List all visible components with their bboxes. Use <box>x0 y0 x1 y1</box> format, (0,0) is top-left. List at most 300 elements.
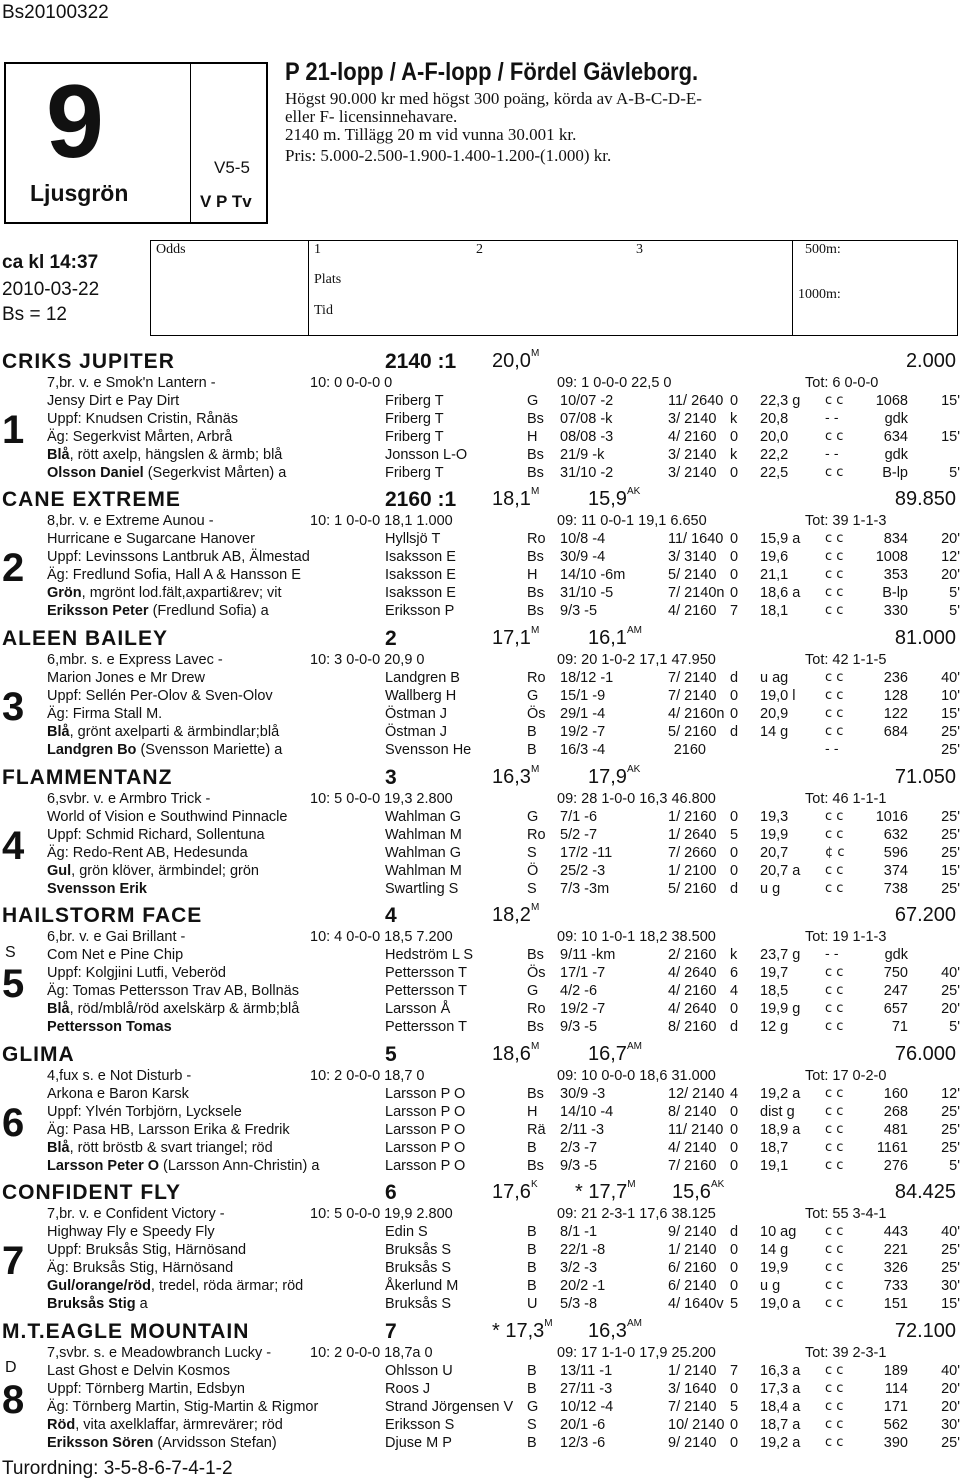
colors <box>47 862 259 880</box>
start-prize: 5' <box>949 465 960 481</box>
start-gallop: 0 <box>730 845 739 861</box>
start-odds: 481 <box>883 1122 908 1138</box>
start-prize: 15' <box>941 863 960 879</box>
dam-line: Marion Jones e Mr Drew <box>47 670 205 686</box>
start-track: B <box>527 1260 537 1276</box>
plats-label: Plats <box>314 272 342 287</box>
start-placing: 7/ 2140 <box>668 1399 717 1415</box>
colors <box>47 1277 303 1295</box>
driver-name: Eriksson Peter <box>47 603 149 619</box>
start-track: Ro <box>527 827 546 843</box>
colors <box>47 584 282 602</box>
start-odds: 171 <box>883 1399 908 1415</box>
start-gallop: k <box>730 447 738 463</box>
start-odds: 733 <box>883 1278 908 1294</box>
horse-earnings: 84.425 <box>894 1181 956 1203</box>
horse-distance: 2160 :1 <box>385 488 457 511</box>
record-time: 18,6 <box>492 1043 531 1065</box>
start-placing: 10/ 2140 <box>668 1417 725 1433</box>
start-odds: gdk <box>884 411 908 427</box>
start-prize: 30' <box>941 1278 960 1294</box>
start-time: 19,2 a <box>760 1086 801 1102</box>
start-date: 10/8 -4 <box>560 531 606 547</box>
start-prize: 25' <box>941 809 960 825</box>
driver <box>47 464 286 482</box>
start-time: 18,5 <box>760 983 789 999</box>
start-shoes: c c <box>825 983 844 998</box>
stats-current-year: 10: 5 0-0-0 19,3 2.800 <box>310 791 453 807</box>
colors-detail: , röd/mblå/röd axelskärp & ärmb;blå <box>69 1001 300 1017</box>
start-odds: 684 <box>883 724 908 740</box>
stats-previous-year: 09: 10 1-0-1 18,2 38.500 <box>557 929 716 945</box>
start-odds: B-lp <box>882 465 908 481</box>
grid-divider <box>308 240 309 336</box>
start-shoes: c c <box>825 531 844 546</box>
odds-label: Odds <box>156 242 186 257</box>
start-placing: 4/ 2160 <box>668 429 717 445</box>
start-date: 18/12 -1 <box>560 670 614 686</box>
start-placing: 1/ 2160 <box>668 809 717 825</box>
start-gallop: 5 <box>730 1399 739 1415</box>
horse-pedigree: 7,br. v. e Smok'n Lantern - <box>47 375 216 391</box>
start-date: 9/3 -5 <box>560 1019 598 1035</box>
race-condition-line: Högst 90.000 kr med högst 300 poäng, körda av A-B-C-D-E- <box>285 89 702 108</box>
start-time: 10 ag <box>760 1224 797 1240</box>
start-prize: 15' <box>941 1296 960 1312</box>
stats-previous-year: 09: 1 0-0-0 22,5 0 <box>557 375 672 391</box>
start-placing: 3/ 2140 <box>668 465 717 481</box>
start-shoes: c c <box>825 429 844 444</box>
start-prize: 15' <box>941 393 960 409</box>
start-odds: 443 <box>883 1224 908 1240</box>
start-date: 9/3 -5 <box>560 1158 598 1174</box>
start-track: Ro <box>527 670 546 686</box>
stats-total: Tot: 46 1-1-1 <box>805 791 887 807</box>
start-prize: 25' <box>941 983 960 999</box>
start-date: 2/3 -7 <box>560 1140 598 1156</box>
split-500-label: 500m: <box>805 242 841 257</box>
stats-previous-year: 09: 21 2-3-1 17,6 38.125 <box>557 1206 716 1222</box>
start-date: 7/1 -6 <box>560 809 598 825</box>
start-placing: 2160 <box>673 742 706 758</box>
start-track: G <box>527 688 539 704</box>
start-prize: 40' <box>941 670 960 686</box>
start-date: 07/08 -k <box>560 411 613 427</box>
start-number: 4 <box>2 824 25 868</box>
horse-distance: 5 <box>385 1043 397 1066</box>
start-gallop: d <box>730 1224 739 1240</box>
driver-name: Olsson Daniel <box>47 465 144 481</box>
record-2 <box>588 488 640 511</box>
start-date: 3/2 -3 <box>560 1260 598 1276</box>
start-driver: Larsson P O <box>385 1086 466 1102</box>
start-shoes: c c <box>825 1019 844 1034</box>
driver-note: (Svensson Mariette) a <box>136 742 283 758</box>
start-time: 19,0 l <box>760 688 796 704</box>
colors-detail: , rött axelp, hängslen & ärmb; blå <box>69 447 283 463</box>
stats-total: Tot: 17 0-2-0 <box>805 1068 887 1084</box>
start-track: B <box>527 1140 537 1156</box>
start-odds: gdk <box>884 447 908 463</box>
start-odds: 353 <box>883 567 908 583</box>
start-prize: 5' <box>949 585 960 601</box>
start-driver: Djuse M P <box>385 1435 452 1451</box>
record-code: AK <box>626 764 641 775</box>
driver-note: (Fredlund Sofia) a <box>148 603 269 619</box>
colors-main: Grön <box>47 585 82 601</box>
start-placing: 11/ 2140 <box>668 1122 724 1138</box>
second-label: 2 <box>476 242 483 257</box>
start-time: 19,0 a <box>760 1296 801 1312</box>
start-placing: 5/ 2140 <box>668 567 717 583</box>
start-time: 19,1 <box>760 1158 789 1174</box>
start-placing: 5/ 2160 <box>668 881 717 897</box>
colors <box>47 1000 299 1018</box>
start-time: u g <box>760 881 781 897</box>
start-placing: 7/ 2160 <box>668 1158 717 1174</box>
start-shoes: c c <box>825 1122 844 1137</box>
start-driver: Friberg T <box>385 393 444 409</box>
start-track: Bs <box>527 447 544 463</box>
start-track: H <box>527 429 538 445</box>
start-placing: 4/ 2140 <box>668 1140 717 1156</box>
horse-pedigree: 7,br. v. e Confident Victory - <box>47 1206 225 1222</box>
start-odds: 247 <box>883 983 908 999</box>
start-time: 15,9 a <box>760 531 801 547</box>
start-track: G <box>527 393 539 409</box>
start-placing: 4/ 2160 <box>668 603 717 619</box>
colors <box>47 1139 273 1157</box>
start-driver: Östman J <box>385 724 448 740</box>
stats-current-year: 10: 0 0-0-0 0 <box>310 375 393 391</box>
colors-main: Blå <box>47 1140 70 1156</box>
driver <box>47 880 147 898</box>
start-gallop: 0 <box>730 393 739 409</box>
driver-name: Landgren Bo <box>47 742 137 758</box>
start-shoes: c c <box>825 724 844 739</box>
start-date: 21/9 -k <box>560 447 605 463</box>
stats-current-year: 10: 4 0-0-0 18,5 7.200 <box>310 929 453 945</box>
start-shoes: c c <box>825 1435 844 1450</box>
start-date: 14/10 -6m <box>560 567 626 583</box>
start-time: 19,9 <box>760 1260 789 1276</box>
start-driver: Wallberg H <box>385 688 457 704</box>
stats-current-year: 10: 5 0-0-0 19,9 2.800 <box>310 1206 453 1222</box>
breeder: Uppf: Sellén Per-Olov & Sven-Olov <box>47 688 273 704</box>
start-shoes: c c <box>825 549 844 564</box>
record-time: 16,3 <box>588 1320 627 1342</box>
start-driver: Pettersson T <box>385 1019 467 1035</box>
start-placing: 12/ 2140 <box>668 1086 725 1102</box>
start-shoes: c c <box>825 1158 844 1173</box>
start-driver: Strand Jörgensen V <box>385 1399 514 1415</box>
start-time: 19,2 a <box>760 1435 801 1451</box>
horse-earnings: 76.000 <box>894 1043 956 1065</box>
start-gallop: 0 <box>730 1001 739 1017</box>
start-track: G <box>527 1399 539 1415</box>
record-1 <box>492 904 539 927</box>
start-date: 13/11 -1 <box>560 1363 613 1379</box>
start-time: 23,7 g <box>760 947 801 963</box>
start-gallop: 0 <box>730 429 739 445</box>
record-code: M <box>530 1041 540 1052</box>
start-driver: Swartling S <box>385 881 459 897</box>
record-time: 16,3 <box>492 766 531 788</box>
start-driver: Hyllsjö T <box>385 531 441 547</box>
horse-earnings: 71.050 <box>894 766 956 788</box>
start-shoes: - - <box>825 447 839 462</box>
record-code: AM <box>626 625 642 636</box>
start-shoes: c c <box>825 393 844 408</box>
start-prize: 20' <box>941 1399 960 1415</box>
start-shoes: c c <box>825 1417 844 1432</box>
start-shoes: c c <box>825 465 844 480</box>
breeder: Uppf: Bruksås Stig, Härnösand <box>47 1242 247 1258</box>
start-time: 20,8 <box>760 411 789 427</box>
record-3 <box>672 1181 724 1204</box>
record-1 <box>492 1320 553 1343</box>
record-time: 17,1 <box>492 627 531 649</box>
record-code: M <box>530 348 540 359</box>
start-placing: 7/ 2140 <box>668 670 717 686</box>
start-driver: Larsson Å <box>385 1001 451 1017</box>
horse-name: M.T.EAGLE MOUNTAIN <box>2 1320 250 1343</box>
race-title: P 21-lopp / A-F-lopp / Fördel Gävleborg. <box>285 58 699 86</box>
driver <box>47 1157 319 1175</box>
start-shoes: c c <box>825 827 844 842</box>
record-1 <box>492 1181 538 1204</box>
start-odds: 128 <box>883 688 908 704</box>
start-track: S <box>527 1417 537 1433</box>
start-driver: Eriksson S <box>385 1417 455 1433</box>
start-placing: 3/ 2140 <box>668 411 717 427</box>
start-track: U <box>527 1296 538 1312</box>
race-date: 2010-03-22 <box>2 279 100 300</box>
record-2 <box>575 1181 636 1204</box>
start-track: Ro <box>527 1001 546 1017</box>
stats-total: Tot: 6 0-0-0 <box>805 375 879 391</box>
record-time: * 17,7 <box>575 1181 628 1203</box>
start-track: Ös <box>527 706 546 722</box>
start-time: 19,6 <box>760 549 789 565</box>
start-gallop: 0 <box>730 1435 739 1451</box>
horse-pedigree: 7,svbr. s. e Meadowbranch Lucky - <box>47 1345 272 1361</box>
start-prize: 12' <box>941 1086 960 1102</box>
start-prize: 25' <box>941 1260 960 1276</box>
record-2 <box>588 1320 642 1343</box>
start-odds: 236 <box>883 670 908 686</box>
record-code: AM <box>626 1041 642 1052</box>
start-gallop: 4 <box>730 983 739 999</box>
start-date: 10/12 -4 <box>560 1399 614 1415</box>
start-odds: 562 <box>883 1417 908 1433</box>
start-placing: 4/ 2160 <box>668 983 717 999</box>
start-gallop: d <box>730 724 739 740</box>
record-time: 15,9 <box>588 488 627 510</box>
horse-earnings: 67.200 <box>894 904 956 926</box>
start-prize: 10' <box>941 688 960 704</box>
horse-distance: 3 <box>385 766 397 789</box>
start-shoes: c c <box>825 1381 844 1396</box>
colors-main: Röd <box>47 1417 76 1433</box>
dam-line: Arkona e Baron Karsk <box>47 1086 189 1102</box>
start-driver: Isaksson E <box>385 567 456 583</box>
start-time: 21,1 <box>760 567 789 583</box>
record-code: AK <box>626 486 641 497</box>
start-gallop: 0 <box>730 1158 739 1174</box>
start-time: 20,9 <box>760 706 789 722</box>
driver-note: (Arvidsson Stefan) <box>153 1435 277 1451</box>
record-time: 16,1 <box>588 627 627 649</box>
start-date: 2/11 -3 <box>560 1122 605 1138</box>
start-number: 2 <box>2 546 25 590</box>
record-1 <box>492 766 539 789</box>
stats-current-year: 10: 1 0-0-0 18,1 1.000 <box>310 513 453 529</box>
start-prize: 25' <box>941 1242 960 1258</box>
driver <box>47 602 269 620</box>
owner: Äg: Törnberg Martin, Stig-Martin & Rigmor <box>47 1399 319 1415</box>
start-date: 10/07 -2 <box>560 393 614 409</box>
start-time: u g <box>760 1278 781 1294</box>
start-date: 17/1 -7 <box>560 965 606 981</box>
start-date: 30/9 -3 <box>560 1086 606 1102</box>
horse-distance: 2 <box>385 627 397 650</box>
start-prize: 20' <box>941 567 960 583</box>
start-placing: 4/ 2640 <box>668 1001 717 1017</box>
record-code: M <box>544 1318 553 1329</box>
start-prize: 5' <box>949 603 960 619</box>
colors-main: Gul <box>47 863 72 879</box>
start-placing: 3/ 1640 <box>668 1381 717 1397</box>
track-code: Bs = 12 <box>2 304 67 325</box>
start-driver: Wahlman G <box>385 809 462 825</box>
start-driver: Landgren B <box>385 670 460 686</box>
start-driver: Isaksson E <box>385 549 456 565</box>
start-driver: Bruksås S <box>385 1296 452 1312</box>
colors-detail: , tredel, röda ärmar; röd <box>150 1278 304 1294</box>
start-placing: 8/ 2160 <box>668 1019 717 1035</box>
start-shoes: ¢ c <box>825 845 845 860</box>
owner: Äg: Redo-Rent AB, Hedesunda <box>47 845 248 861</box>
start-prize: 25' <box>941 1435 960 1451</box>
start-time: 14 g <box>760 1242 789 1258</box>
record-time: 17,6 <box>492 1181 531 1203</box>
start-prize: 15' <box>941 429 960 445</box>
driver-note: a <box>135 1296 148 1312</box>
start-shoes: c c <box>825 688 844 703</box>
start-shoes: - - <box>825 411 839 426</box>
start-time: 22,2 <box>760 447 789 463</box>
horse-name: CANE EXTREME <box>2 488 181 511</box>
start-number: 5 <box>2 962 25 1006</box>
horse-distance: 2140 :1 <box>385 350 457 373</box>
start-track: Ös <box>527 965 546 981</box>
start-prize: 25' <box>941 724 960 740</box>
start-gallop: 0 <box>730 688 739 704</box>
start-number: 8 <box>2 1378 25 1422</box>
horse-distance: 4 <box>385 904 397 927</box>
colors-detail: , grön klöver, ärmbindel; grön <box>71 863 259 879</box>
start-date: 08/08 -3 <box>560 429 614 445</box>
start-odds: 326 <box>883 1260 908 1276</box>
record-code: M <box>627 1179 636 1190</box>
driver-note: (Segerkvist Mårten) a <box>143 465 287 481</box>
start-time: ca kl 14:37 <box>2 252 99 273</box>
breeder: Uppf: Törnberg Martin, Edsbyn <box>47 1381 245 1397</box>
start-odds: 276 <box>883 1158 908 1174</box>
start-driver: Wahlman M <box>385 863 462 879</box>
start-time: 19,7 <box>760 965 789 981</box>
start-driver: Larsson P O <box>385 1140 466 1156</box>
start-prize: 40' <box>941 1224 960 1240</box>
dam-line: Last Ghost e Delvin Kosmos <box>47 1363 230 1379</box>
start-odds: 330 <box>883 603 908 619</box>
dam-line: Com Net e Pine Chip <box>47 947 184 963</box>
start-prize: 40' <box>941 965 960 981</box>
start-shoes: c c <box>825 670 844 685</box>
start-time: 19,3 <box>760 809 789 825</box>
start-track: B <box>527 1242 537 1258</box>
start-driver: Friberg T <box>385 429 444 445</box>
start-placing: 11/ 2640 <box>668 393 724 409</box>
start-date: 31/10 -5 <box>560 585 614 601</box>
start-odds: 596 <box>883 845 908 861</box>
start-date: 8/1 -1 <box>560 1224 598 1240</box>
start-gallop: d <box>730 670 739 686</box>
start-prize: 25' <box>941 1122 960 1138</box>
start-gallop: d <box>730 881 739 897</box>
start-gallop: 0 <box>730 706 739 722</box>
start-placing: 1/ 2100 <box>668 863 717 879</box>
start-track: G <box>527 809 539 825</box>
start-placing: 4/ 2160n <box>668 706 725 722</box>
start-gallop: 6 <box>730 965 739 981</box>
start-driver: Friberg T <box>385 411 444 427</box>
start-odds: 189 <box>883 1363 908 1379</box>
start-track: Ö <box>527 863 539 879</box>
start-driver: Pettersson T <box>385 983 467 999</box>
start-driver: Edin S <box>385 1224 428 1240</box>
start-prize: 5' <box>949 1158 960 1174</box>
start-track: B <box>527 1381 537 1397</box>
start-odds: 122 <box>883 706 908 722</box>
start-shoes: c c <box>825 567 844 582</box>
record-2 <box>588 627 642 650</box>
third-label: 3 <box>636 242 643 257</box>
start-placing: 1/ 2640 <box>668 827 717 843</box>
start-time: 19,9 <box>760 827 789 843</box>
start-driver: Östman J <box>385 706 448 722</box>
horse-name: CONFIDENT FLY <box>2 1181 182 1204</box>
start-track: Bs <box>527 603 544 619</box>
race-distance-line: 2140 m. Tillägg 20 m vid vunna 30.001 kr. <box>285 125 577 144</box>
dam-line: Highway Fly e Speedy Fly <box>47 1224 215 1240</box>
start-gallop: k <box>730 947 738 963</box>
start-gallop: 0 <box>730 1278 739 1294</box>
start-gallop: 0 <box>730 1381 739 1397</box>
owner: Äg: Segerkvist Mårten, Arbrå <box>47 429 233 445</box>
start-odds: 268 <box>883 1104 908 1120</box>
start-date: 30/9 -4 <box>560 549 606 565</box>
horse-pedigree: 6,svbr. v. e Armbro Trick - <box>47 791 211 807</box>
start-gallop: 0 <box>730 465 739 481</box>
horse-name: ALEEN BAILEY <box>2 627 169 650</box>
record-time: 16,7 <box>588 1043 627 1065</box>
start-date: 27/11 -3 <box>560 1381 613 1397</box>
record-1 <box>492 488 539 511</box>
start-track: B <box>527 1435 537 1451</box>
start-odds: B-lp <box>882 585 908 601</box>
